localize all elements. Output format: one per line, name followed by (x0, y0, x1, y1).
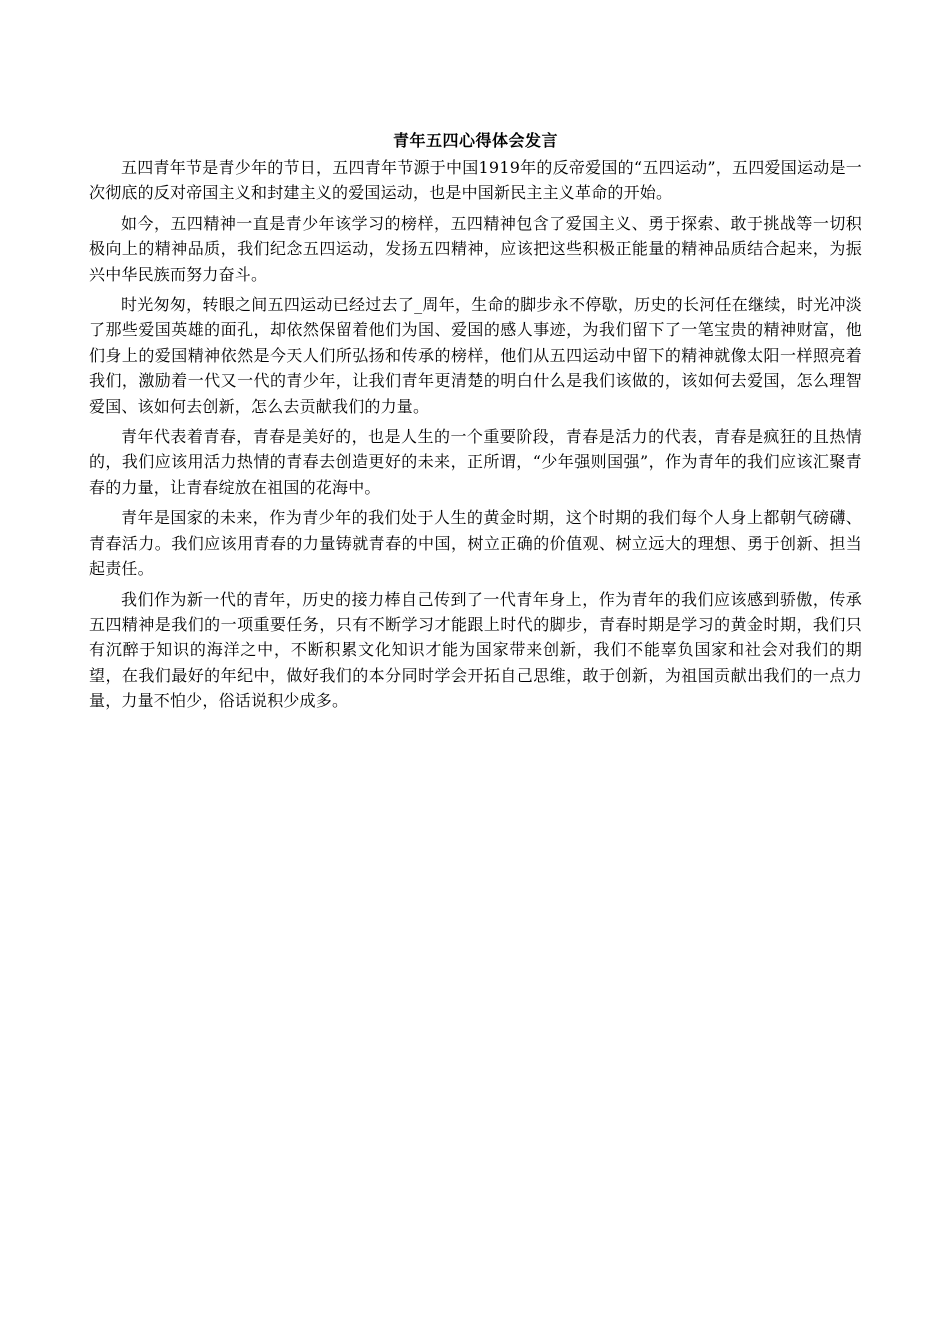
document-title: 青年五四心得体会发言 (392, 131, 558, 150)
paragraph-2: 如今，五四精神一直是青少年该学习的榜样，五四精神包含了爱国主义、勇于探索、敢于挑战等一切积极向上的精神品质，我们纪念五四运动，发扬五四精神，应该把这些积极正能量的精神品质结合起来，为振兴中华民族而努力奋斗。 (89, 213, 862, 284)
document-body (89, 127, 862, 719)
paragraph-3: 时光匆匆，转眼之间五四运动已经过去了_周年，生命的脚步永不停歇，历史的长河任在继续，时光冲淡了那些爱国英雄的面孔，却依然保留着他们为国、爱国的感人事迹，为我们留下了一笔宝贵的精神财富，他们身上的爱国精神依然是今天人们所弘扬和传承的榜样，他们从五四运动中留下的精神就像太阳一样照亮着我们，激励着一代又一代的青少年，让我们青年更清楚的明白什么是我们该做的，该如何去爱国，怎么理智爱国、该如何去创新，怎么去贡献我们的力量。 (89, 295, 862, 416)
paragraph-6: 我们作为新一代的青年，历史的接力棒自己传到了一代青年身上，作为青年的我们应该感到骄傲，传承五四精神是我们的一项重要任务，只有不断学习才能跟上时代的脚步，青春时期是学习的黄金时期，我们只有沉醉于知识的海洋之中，不断积累文化知识才能为国家带来创新，我们不能辜负国家和社会对我们的期望，在我们最好的年纪中，做好我们的本分同时学会开拓自己思维，敢于创新，为祖国贡献出我们的一点力量，力量不怕少，俗话说积少成多。 (89, 589, 862, 711)
paragraph-1: 五四青年节是青少年的节日，五四青年节源于中国1919年的反帝爱国的“五四运动”，五四爱国运动是一次彻底的反对帝国主义和封建主义的爱国运动，也是中国新民主主义革命的开始。 (89, 158, 862, 203)
paragraph-5: 青年是国家的未来，作为青少年的我们处于人生的黄金时期，这个时期的我们每个人身上都朝气磅礴、青春活力。我们应该用青春的力量铸就青春的中国，树立正确的价值观、树立远大的理想、勇于创新、担当起责任。 (89, 508, 862, 579)
paragraph-4: 青年代表着青春，青春是美好的，也是人生的一个重要阶段，青春是活力的代表，青春是疯狂的且热情的，我们应该用活力热情的青春去创造更好的未来，正所谓，“少年强则国强”，作为青年的我们应该汇聚青春的力量，让青春绽放在祖国的花海中。 (89, 427, 862, 497)
